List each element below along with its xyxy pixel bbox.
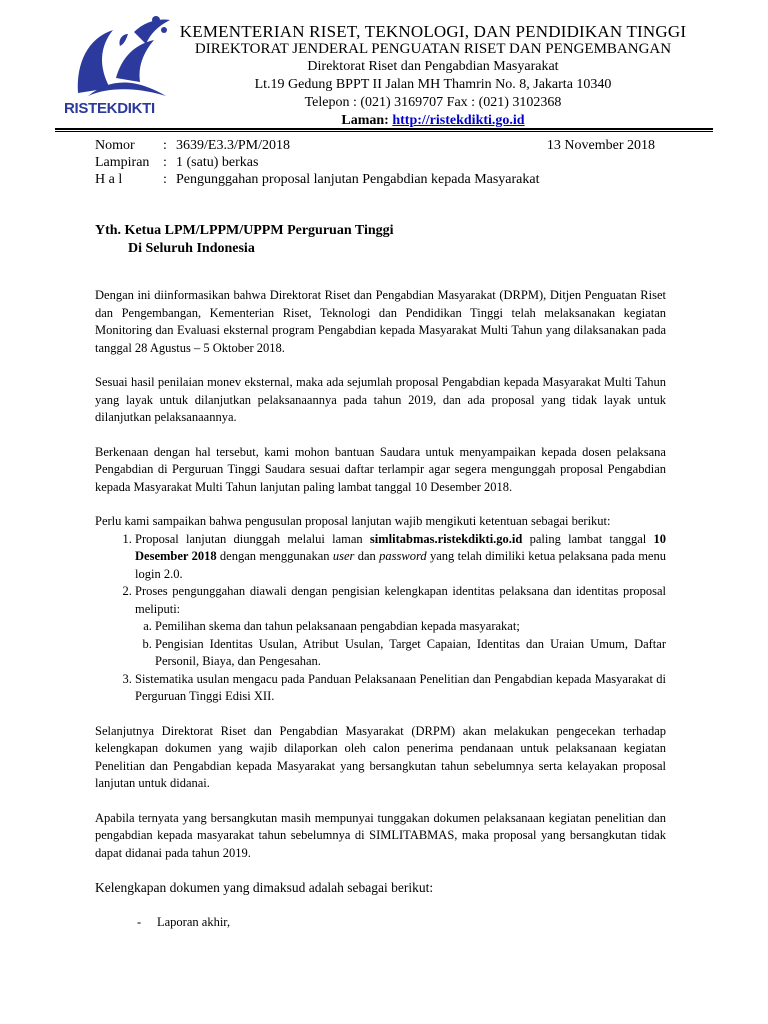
- logo-wordmark: RISTEKDIKTI: [64, 100, 155, 117]
- simlitabmas-site: simlitabmas.ristekdikti.go.id: [369, 531, 523, 546]
- dash-item-text: Laporan akhir,: [157, 914, 231, 929]
- letterhead-rule-thin: [55, 131, 713, 132]
- lampiran-row: [95, 154, 655, 171]
- list-item: [135, 531, 666, 584]
- sub-list: [135, 618, 666, 671]
- list-item: [135, 583, 666, 671]
- item1-text: Proposal lanjutan diunggah melalui laman: [135, 531, 370, 546]
- ministry-name: KEMENTERIAN RISET, TEKNOLOGI, DAN PENDIDIKAN TINGGI: [179, 22, 687, 41]
- letter-body: [95, 287, 666, 931]
- paragraph-2: Sesuai hasil penilaian monev eksternal, maka ada sejumlah proposal Pengabdian kepada Masyarakat Multi Tahun yang layak untuk dilanjutkan pelaksanaannya pada tahun 2019, dan ada proposal yang tidak layak untuk dilanjutkan pelaksanaannya.: [95, 375, 666, 424]
- letterhead-rule-thick: [55, 128, 713, 130]
- deadline-date: 10 Desember 2018: [135, 531, 666, 563]
- item1-text: dengan menggunakan: [216, 549, 333, 563]
- address: Lt.19 Gedung BPPT II Jalan MH Thamrin No. 8, Jakarta 10340: [254, 77, 612, 92]
- addressee: [95, 222, 394, 258]
- dash-bullet: -: [137, 914, 142, 929]
- item1-text: paling lambat tanggal: [522, 531, 654, 546]
- paragraph-1: Dengan ini diinformasikan bahwa Direktorat Riset dan Pengabdian Masyarakat (DRPM), Ditjen Penguatan Riset dan Pengembangan, Kementerian Riset, Teknologi dan Pendidikan Tinggi telah melaksanakan kegiatan Monitoring dan Evaluasi eksternal program Pengabdian kepada Masyarakat Multi Tahun yang dilaksanakan pada tanggal 28 Agustus – 5 Oktober 2018.: [95, 288, 666, 355]
- colon: :: [163, 155, 167, 170]
- list-item: 3. Sistematika usulan mengacu pada Panduan Pelaksanaan Penelitian dan Pengabdian kepada Masyarakat di Perguruan Tinggi Edisi XII.: [135, 671, 666, 706]
- item1-text: dan: [354, 549, 380, 563]
- sub-list-item: a. Pemilihan skema dan tahun pelaksanaan pengabdian kepada masyarakat;: [155, 618, 666, 636]
- paragraph-6: Apabila ternyata yang bersangkutan masih mempunyai tunggakan dokumen pelaksanaan kegiatan penelitian dan pengabdian kepada masyarakat tahun sebelumnya di SIMLITABMAS, maka proposal yang bersangkutan tidak dapat didanai pada tahun 2019.: [95, 810, 666, 860]
- item2-text: Proses pengunggahan diawali dengan pengisian kelengkapan identitas pelaksana dan identitas proposal meliputi:: [135, 584, 666, 616]
- website-link[interactable]: http://ristekdikti.go.id: [392, 113, 525, 128]
- directorate-general: DIREKTORAT JENDERAL PENGUATAN RISET DAN PENGEMBANGAN: [194, 41, 672, 57]
- addressee-line2: Di Seluruh Indonesia: [128, 241, 255, 256]
- requirements-list: [95, 531, 666, 706]
- user-term: user: [332, 549, 355, 563]
- paragraph-4: Perlu kami sampaikan bahwa pengusulan proposal lanjutan wajib mengikuti ketentuan sebagai berikut:: [95, 514, 611, 528]
- lampiran-label: Lampiran: [95, 155, 150, 170]
- paragraph-7: Kelengkapan dokumen yang dimaksud adalah sebagai berikut:: [95, 880, 434, 895]
- website-label: Laman:: [341, 113, 389, 128]
- ristekdikti-emblem-icon: [58, 8, 178, 100]
- letter-date: 13 November 2018: [546, 138, 655, 153]
- dash-list-item: [137, 914, 666, 932]
- paragraph-3: Berkenaan dengan hal tersebut, kami mohon bantuan Saudara untuk menyampaikan kepada dosen pelaksana Pengabdian di Perguruan Tinggi Saudara sesuai daftar terlampir agar segera mengunggah proposal Pengabdian kepada Masyarakat Multi Tahun lanjutan paling lambat tanggal 10 Desember 2018.: [95, 444, 666, 494]
- nomor-value: 3639/E3.3/PM/2018: [176, 138, 290, 153]
- paragraph-5: Selanjutnya Direktorat Riset dan Pengabdian Masyarakat (DRPM) akan melakukan pengecekan terhadap kelengkapan dokumen yang wajib dilaporkan oleh calon penerima pendanaan untuk pelaksanaan kegiatan Penelitian dan Pengabdian kepada Masyarakat yang bersangkutan tahun sebelumnya serta kelayakan proposal lanjutan untuk didanai.: [95, 723, 666, 790]
- phone-fax: Telepon : (021) 3169707 Fax : (021) 3102368: [304, 95, 562, 110]
- lampiran-value: 1 (satu) berkas: [176, 155, 259, 170]
- ristekdikti-logo: [58, 8, 178, 120]
- nomor-label: Nomor: [95, 138, 135, 153]
- hal-row: [95, 171, 655, 188]
- colon: :: [163, 138, 167, 153]
- password-term: password: [379, 549, 427, 563]
- hal-value: Pengunggahan proposal lanjutan Pengabdian kepada Masyarakat: [176, 172, 540, 187]
- directorate: Direktorat Riset dan Pengabdian Masyarakat: [307, 59, 559, 74]
- letterhead: [178, 22, 688, 130]
- letter-meta: [95, 137, 655, 188]
- item1-text: yang telah dimiliki ketua pelaksana pada menu login 2.0.: [135, 549, 666, 581]
- addressee-line1: Yth. Ketua LPM/LPPM/UPPM Perguruan Tinggi: [95, 223, 394, 238]
- colon: :: [163, 172, 167, 187]
- sub-list-item: b. Pengisian Identitas Usulan, Atribut Usulan, Target Capaian, Identitas dan Uraian Umum, Daftar Personil, Biaya, dan Pengesahan.: [155, 636, 666, 671]
- hal-label: H a l: [95, 172, 123, 187]
